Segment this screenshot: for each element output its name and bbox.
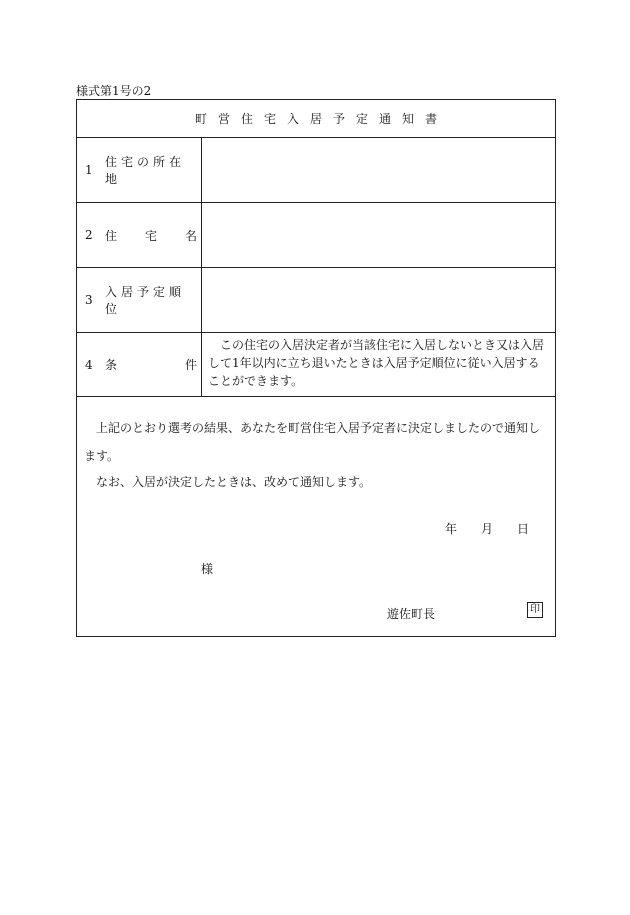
addressee-suffix: 様 [201, 562, 214, 576]
seal-mark: 印 [527, 602, 543, 618]
field-value-condition [202, 333, 555, 396]
field-value-rank [202, 268, 555, 332]
date-year: 年 [445, 522, 458, 536]
label-char: 住 [105, 228, 118, 243]
label-char: 宅 [144, 228, 157, 243]
field-row-name [77, 203, 555, 268]
field-number: 2 [85, 228, 93, 242]
field-label-rank [77, 268, 202, 332]
field-label-address [77, 138, 202, 202]
field-label-text: 入居予定順位 [105, 285, 186, 316]
field-row-condition [77, 333, 555, 397]
field-value-name [202, 203, 555, 267]
date-line [445, 520, 529, 537]
field-value-address [202, 138, 555, 202]
condition-text: この住宅の入居決定者が当該住宅に入居しないとき又は入居して1年以内に立ち退いたときは入居予定順位に従い入居することができます。 [208, 338, 545, 388]
field-label-condition [77, 333, 202, 396]
form-number: 様式第1号の2 [76, 84, 152, 98]
notice-paragraph: 上記のとおり選考の結果、あなたを町営住宅入居予定者に決定しましたので通知します。 [84, 421, 541, 463]
form-title: 町営住宅入居予定通知書 [194, 112, 448, 126]
date-month: 月 [481, 522, 494, 536]
date-day: 日 [517, 522, 530, 536]
title-row [77, 100, 555, 138]
notice-paragraph: なお、入居が決定したときは、改めて通知します。 [96, 475, 372, 489]
field-label-text [105, 227, 197, 244]
field-label-text: 住宅の所在地 [105, 155, 186, 186]
field-label-text [105, 356, 197, 373]
label-char: 条 [105, 358, 118, 372]
field-number: 4 [85, 357, 93, 372]
label-char: 名 [184, 228, 197, 243]
issuer-name: 遊佐町長 [387, 607, 436, 621]
label-char: 件 [184, 358, 197, 372]
field-number: 1 [85, 163, 93, 177]
field-row-rank [77, 268, 555, 333]
field-number: 3 [85, 293, 93, 307]
notice-body [77, 397, 555, 636]
notice-form [76, 99, 556, 637]
field-label-name [77, 203, 202, 267]
field-row-address [77, 138, 555, 203]
